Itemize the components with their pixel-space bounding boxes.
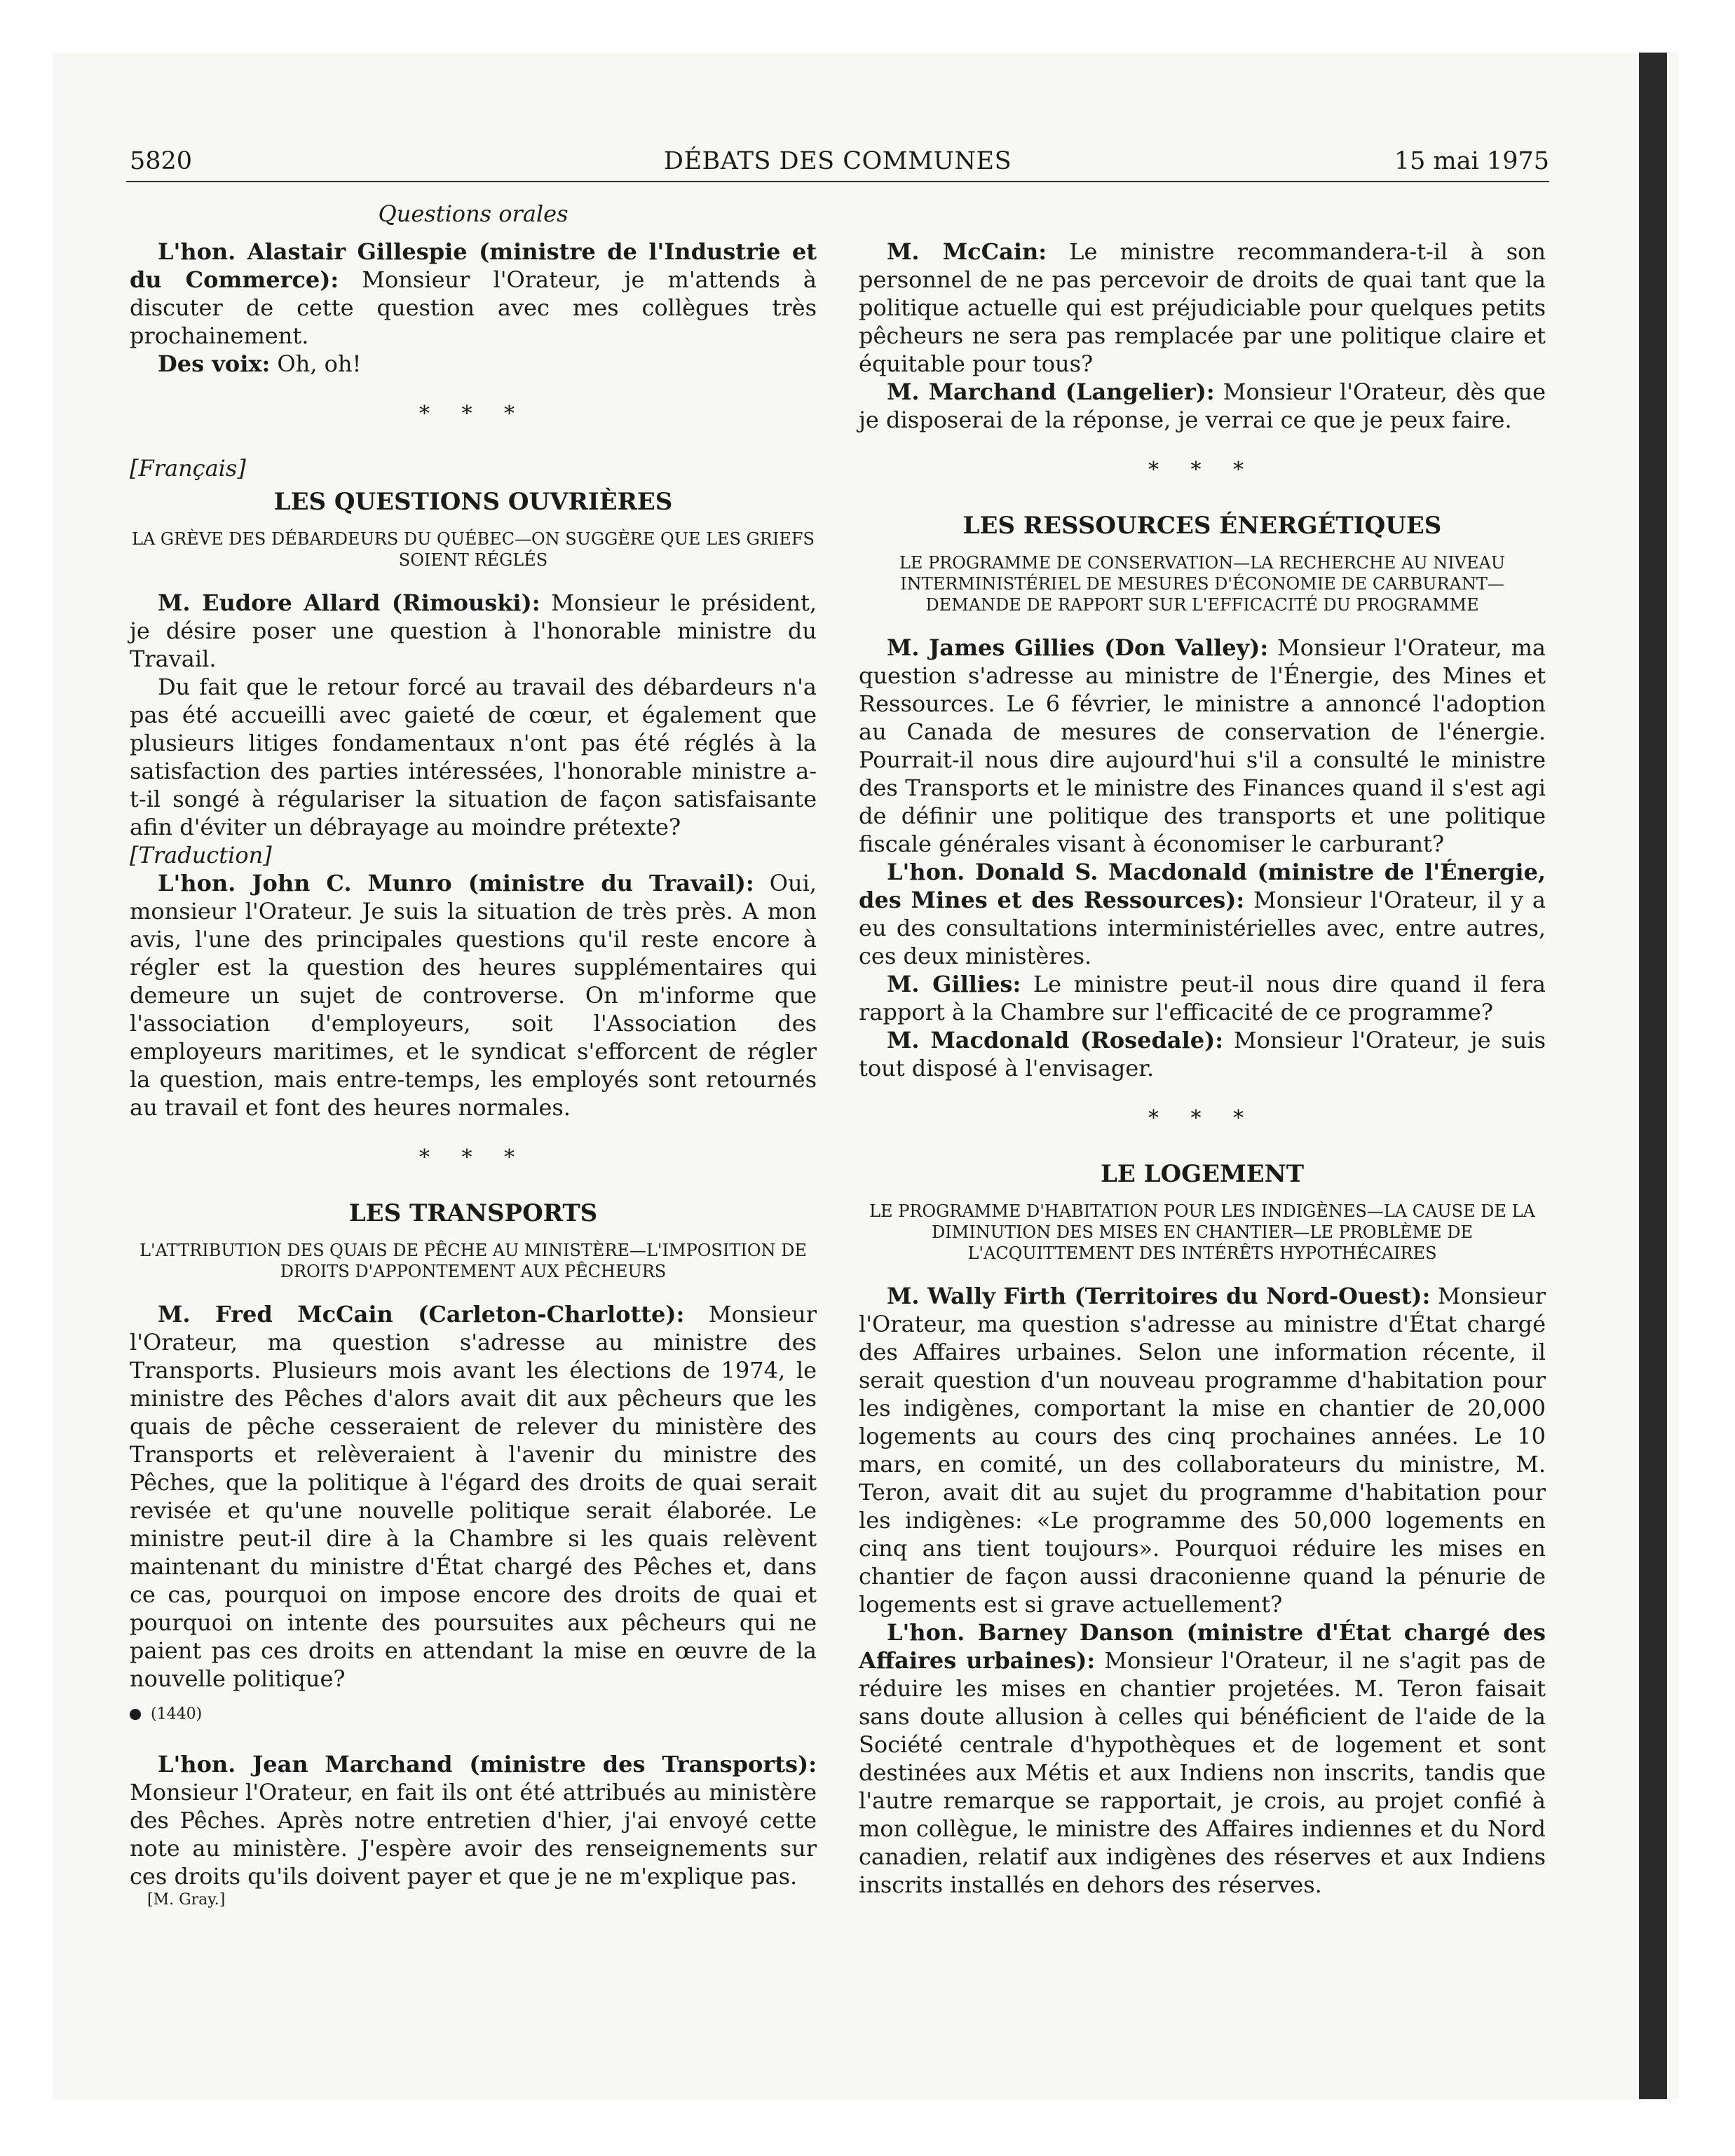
speech: Monsieur l'Orateur, en fait ils ont été attribués au ministère des Pêches. Après notre entretien d'hier, j'ai envoyé cette note au ministère. J'espère avoir des renseignements sur ces droits qu'ils doivent payer et que je ne m'explique pas. bbox=[130, 1779, 817, 1890]
speech: Monsieur l'Orateur, ma question s'adresse au ministre des Transports. Plusieurs mois avant les élections de 1974, le ministre des Pêches d'alors avait dit aux pêcheurs que les quais de pêche cesseraient de relever du ministère des Transports et relèveraient à l'avenir du ministre des Pêches, que la politique à l'égard des droits de quai serait revisée et qu'une nouvelle politique serait élaborée. Le ministre peut-il dire à la Chambre si les quais relèvent maintenant du ministre d'État chargé des Pêches et, dans ce cas, pourquoi on impose encore des droits de quai et pourquoi on intente des poursuites aux pêcheurs qui ne paient pas ces droits en attendant la mise en œuvre de la nouvelle politique? bbox=[130, 1301, 817, 1692]
speaker: M. Eudore Allard (Rimouski): bbox=[158, 589, 540, 616]
paragraph bbox=[130, 589, 817, 673]
speech: Oui, monsieur l'Orateur. Je suis la situation de très près. A mon avis, l'une des principales questions qu'il reste encore à régler est la question des heures supplémentaires qui demeure un sujet de controverse. On m'informe que l'association d'employeurs, soit l'Association des employeurs maritimes, et le syndicat s'efforcent de régler la question, mais entre-temps, les employés sont retournés au travail et font des heures normales. bbox=[130, 870, 817, 1121]
speaker: M. Gillies: bbox=[887, 971, 1021, 997]
paragraph bbox=[130, 238, 817, 350]
section-heading: LES TRANSPORTS bbox=[348, 1199, 598, 1227]
paragraph bbox=[859, 970, 1546, 1026]
paragraph bbox=[130, 350, 817, 378]
speaker: M. James Gillies (Don Valley): bbox=[887, 634, 1269, 661]
left-column bbox=[130, 200, 817, 1910]
running-head: Questions orales bbox=[378, 200, 569, 227]
subheading: L'ATTRIBUTION DES QUAIS DE PÊCHE AU MINISTÈRE—L'IMPOSITION DE DROITS D'APPONTEMENT AUX PÊCHEURS bbox=[140, 1241, 807, 1281]
speech: Monsieur l'Orateur, il y a eu des consultations interministérielles avec, entre autres, ces deux ministères. bbox=[859, 887, 1546, 969]
paragraph: Du fait que le retour forcé au travail des débardeurs n'a pas été accueilli avec gaieté de cœur, et également que plusieurs litiges fondamentaux n'ont pas été réglés à la satisfaction des parties intéressées, l'honorable ministre a-t-il songé à régulariser la situation de façon satisfaisante afin d'éviter un débrayage au moindre prétexte? bbox=[130, 674, 817, 840]
time-stamp: (1440) bbox=[151, 1705, 203, 1723]
speaker: Des voix: bbox=[158, 350, 271, 377]
speaker: M. Fred McCain (Carleton-Charlotte): bbox=[158, 1301, 685, 1328]
language-tag: [Français] bbox=[130, 455, 246, 482]
subheading: LE PROGRAMME D'HABITATION POUR LES INDIGÈNES—LA CAUSE DE LA DIMINUTION DES MISES EN CHANTIER—LE PROBLÈME DE L'ACQUITTEMENT DES INTÉRÊTS HYPOTHÉCAIRES bbox=[869, 1201, 1535, 1263]
speech: Monsieur l'Orateur, ma question s'adresse au ministre d'État chargé des Affaires urbaines. Selon une information récente, il serait question d'un nouveau programme d'habitation pour les indigènes, comportant la mise en chantier de 20,000 logements au cours des cinq prochaines années. Le 10 mars, en comité, un des collaborateurs du ministre, M. Teron, avait dit au sujet du programme d'habitation pour les indigènes: «Le programme des 50,000 logements en cinq ans tient toujours». Pourquoi réduire les mises en chantier de façon aussi draconienne quand la pénurie de logements est si grave actuellement? bbox=[859, 1283, 1546, 1618]
speaker: L'hon. Alastair Gillespie (ministre de l'Industrie et du Commerce): bbox=[130, 238, 817, 293]
speech: Monsieur l'Orateur, dès que je disposerai de la réponse, je verrai ce que je peux faire. bbox=[859, 378, 1546, 433]
speech: Monsieur l'Orateur, ma question s'adresse au ministre de l'Énergie, des Mines et Ressources. Le 6 février, le ministre a annoncé l'adoption au Canada de mesures de conservation de l'énergie. Pourrait-il nous dire aujourd'hui s'il a consulté le ministre des Transports et le ministre des Finances quand il s'est agi de définir une politique des transports et une politique fiscale générales visant à économiser le carburant? bbox=[859, 634, 1546, 857]
page-number: 5820 bbox=[130, 147, 193, 175]
section-heading: LES RESSOURCES ÉNERGÉTIQUES bbox=[962, 512, 1442, 540]
paragraph bbox=[859, 634, 1546, 858]
paragraph bbox=[859, 1026, 1546, 1082]
speaker: L'hon. Donald S. Macdonald (ministre de l'Énergie, des Mines et des Ressources): bbox=[859, 859, 1546, 913]
bullet-icon bbox=[130, 1709, 141, 1720]
speaker: L'hon. Jean Marchand (ministre des Transports): bbox=[158, 1751, 817, 1778]
language-tag: [Traduction] bbox=[130, 842, 272, 868]
speaker: M. McCain: bbox=[887, 238, 1047, 265]
speech: Monsieur l'Orateur, je suis tout disposé à l'envisager. bbox=[859, 1027, 1546, 1082]
paragraph bbox=[859, 858, 1546, 970]
speech: Monsieur le président, je désire poser une question à l'honorable ministre du Travail. bbox=[130, 589, 817, 672]
section-separator: * * * bbox=[419, 1145, 528, 1170]
speaker: M. Marchand (Langelier): bbox=[887, 378, 1215, 405]
time-marker bbox=[130, 1704, 817, 1725]
speaker: M. Macdonald (Rosedale): bbox=[887, 1027, 1224, 1053]
header-rule bbox=[126, 181, 1549, 182]
paragraph bbox=[859, 1282, 1546, 1618]
paragraph bbox=[130, 869, 817, 1121]
section-heading: LE LOGEMENT bbox=[1100, 1160, 1305, 1188]
section-separator: * * * bbox=[419, 402, 528, 426]
paragraph bbox=[130, 1300, 817, 1693]
section-separator: * * * bbox=[1148, 458, 1257, 482]
paragraph bbox=[859, 378, 1546, 434]
section-separator: * * * bbox=[1148, 1106, 1257, 1131]
scan-binding-edge bbox=[1639, 53, 1667, 2099]
speaker: L'hon. Barney Danson (ministre d'État chargé des Affaires urbaines): bbox=[859, 1619, 1546, 1674]
speech: Le ministre peut-il nous dire quand il fera rapport à la Chambre sur l'efficacité de ce programme? bbox=[859, 971, 1546, 1025]
subheading: LA GRÈVE DES DÉBARDEURS DU QUÉBEC—ON SUGGÈRE QUE LES GRIEFS SOIENT RÉGLÉS bbox=[132, 529, 815, 570]
right-column bbox=[859, 200, 1546, 1899]
page-header-title: DÉBATS DES COMMUNES bbox=[663, 147, 1012, 175]
speech: Monsieur l'Orateur, il ne s'agit pas de réduire les mises en chantier projetées. M. Teron faisait sans doute allusion à celles qui bénéficient de l'aide de la Société centrale d'hypothèques et de logement et sont destinées aux Métis et aux Indiens non inscrits, tandis que l'autre remarque se rapportait, je crois, au projet confié à mon collègue, le ministre des Affaires indiennes et du Nord canadien, relatif aux indigènes des réserves et aux Indiens inscrits installés en dehors des réserves. bbox=[859, 1647, 1546, 1898]
speech: Le ministre recommandera-t-il à son personnel de ne pas percevoir de droits de quai tant que la politique actuelle qui est préjudiciable pour quelques petits pêcheurs ne sera pas remplacée par une politique claire et équitable pour tous? bbox=[859, 238, 1546, 377]
page-date: 15 mai 1975 bbox=[1394, 147, 1549, 175]
speaker: L'hon. John C. Munro (ministre du Travail): bbox=[158, 870, 754, 896]
section-heading: LES QUESTIONS OUVRIÈRES bbox=[273, 488, 673, 516]
speech: Monsieur l'Orateur, je m'attends à discuter de cette question avec mes collègues très prochainement. bbox=[130, 266, 817, 349]
speaker-footer: [M. Gray.] bbox=[147, 1891, 226, 1909]
speech: Oh, oh! bbox=[270, 350, 362, 377]
subheading: LE PROGRAMME DE CONSERVATION—LA RECHERCHE AU NIVEAU INTERMINISTÉRIEL DE MESURES D'ÉCONOMIE DE CARBURANT—DEMANDE DE RAPPORT SUR L'EFFICACITÉ DU PROGRAMME bbox=[899, 553, 1506, 615]
paragraph bbox=[130, 1750, 817, 1890]
speaker: M. Wally Firth (Territoires du Nord-Ouest): bbox=[887, 1283, 1431, 1309]
paragraph bbox=[859, 238, 1546, 378]
paragraph bbox=[859, 1618, 1546, 1899]
